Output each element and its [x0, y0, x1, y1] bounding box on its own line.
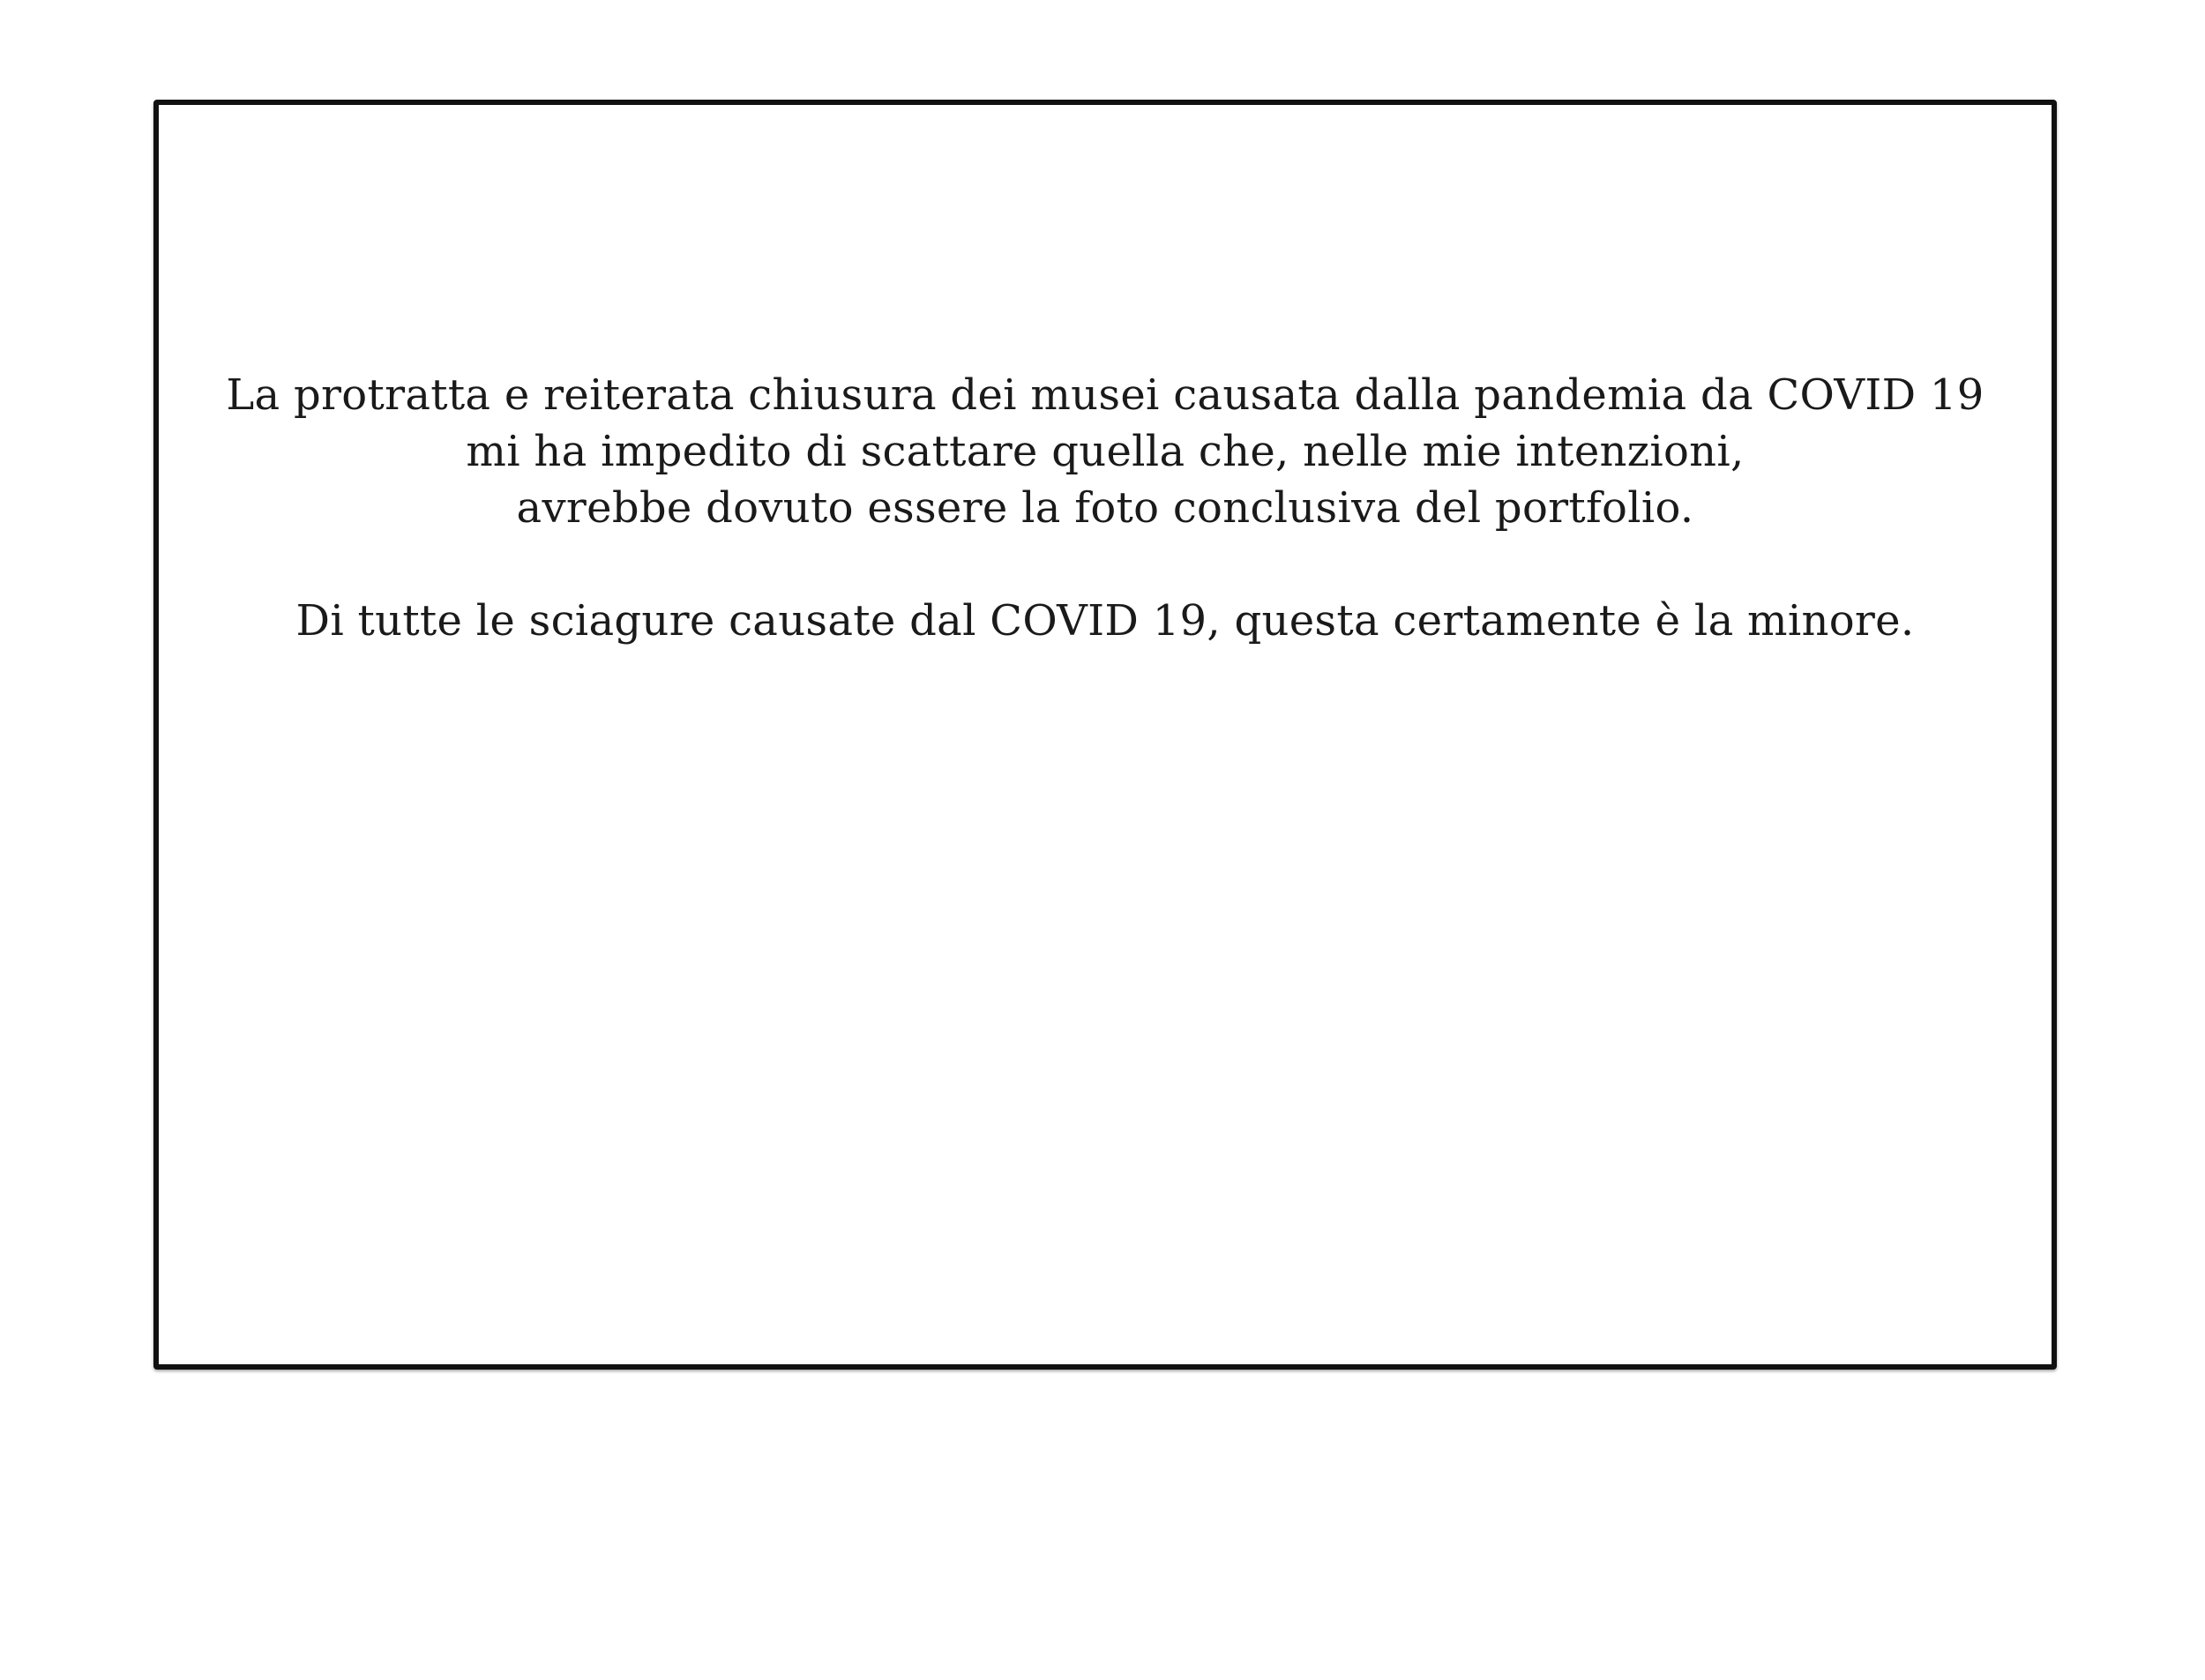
bordered-frame — [153, 100, 2057, 1370]
note-text — [159, 367, 2052, 649]
paragraph-spacer — [159, 536, 2052, 593]
paragraph-1-line-3: avrebbe dovuto essere la foto conclusiva del portfolio. — [516, 483, 1694, 533]
paragraph-1-line-2: mi ha impedito di scattare quella che, nelle mie intenzioni, — [466, 427, 1745, 476]
paragraph-1-line-1: La protratta e reiterata chiusura dei musei causata dalla pandemia da COVID 19 — [226, 370, 1984, 420]
paragraph-2: Di tutte le sciagure causate dal COVID 19, questa certamente è la minore. — [295, 596, 1915, 646]
